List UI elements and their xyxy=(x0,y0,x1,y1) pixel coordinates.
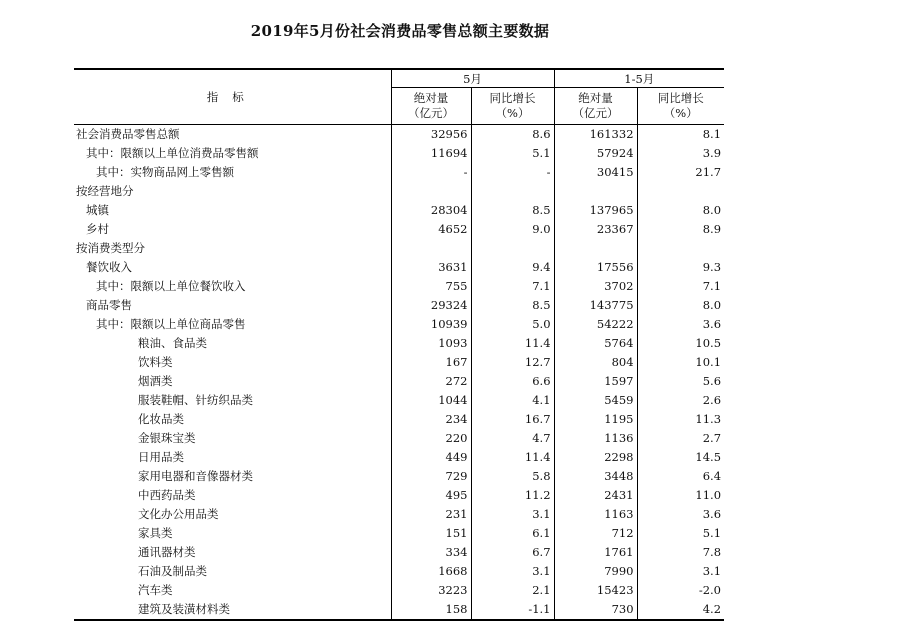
ytd-absolute-cell: 3448 xyxy=(554,467,637,486)
table-row xyxy=(74,182,724,201)
may-growth-cell: 12.7 xyxy=(471,353,554,372)
may-growth-cell: 11.2 xyxy=(471,486,554,505)
ytd-absolute-cell: 54222 xyxy=(554,315,637,334)
may-absolute-cell: 449 xyxy=(391,448,471,467)
may-absolute-cell: 29324 xyxy=(391,296,471,315)
ytd-growth-cell: 8.1 xyxy=(637,125,724,145)
absolute-label: 绝对量 xyxy=(578,91,613,105)
ytd-absolute-cell: 712 xyxy=(554,524,637,543)
ytd-absolute-cell: 5459 xyxy=(554,391,637,410)
may-growth-cell: 11.4 xyxy=(471,334,554,353)
ytd-absolute-cell: 1195 xyxy=(554,410,637,429)
period-jan-may-header: 1-5月 xyxy=(554,69,724,88)
may-growth-cell xyxy=(471,239,554,258)
ytd-growth-cell: 9.3 xyxy=(637,258,724,277)
may-growth-cell: 8.5 xyxy=(471,296,554,315)
ytd-absolute-cell: 23367 xyxy=(554,220,637,239)
table-row xyxy=(74,239,724,258)
table-row xyxy=(74,391,724,410)
ytd-growth-cell: 10.5 xyxy=(637,334,724,353)
may-absolute-cell: 1668 xyxy=(391,562,471,581)
table-row xyxy=(74,277,724,296)
indicator-header: 指标 xyxy=(74,69,391,125)
ytd-growth-cell: 3.1 xyxy=(637,562,724,581)
ytd-absolute-cell: 730 xyxy=(554,600,637,620)
ytd-growth-cell: 21.7 xyxy=(637,163,724,182)
period-may-header: 5月 xyxy=(391,69,554,88)
may-absolute-cell: 3223 xyxy=(391,581,471,600)
table-row xyxy=(74,600,724,620)
row-label: 汽车类 xyxy=(138,583,173,597)
growth-unit: （%） xyxy=(663,106,698,120)
ytd-growth-cell: 7.8 xyxy=(637,543,724,562)
ytd-growth-cell: 6.4 xyxy=(637,467,724,486)
may-growth-cell: 9.4 xyxy=(471,258,554,277)
ytd-growth-cell: 8.9 xyxy=(637,220,724,239)
may-absolute-cell: 11694 xyxy=(391,144,471,163)
ytd-absolute-cell: 57924 xyxy=(554,144,637,163)
may-absolute-cell: 167 xyxy=(391,353,471,372)
row-label: 服装鞋帽、针纺织品类 xyxy=(138,393,253,407)
row-label: 城镇 xyxy=(86,203,109,217)
table-row xyxy=(74,543,724,562)
table-row xyxy=(74,581,724,600)
table-row xyxy=(74,562,724,581)
growth-label: 同比增长 xyxy=(489,91,536,105)
may-growth-cell: 6.7 xyxy=(471,543,554,562)
growth-label: 同比增长 xyxy=(657,91,704,105)
may-growth-cell: 7.1 xyxy=(471,277,554,296)
may-growth-cell: 5.1 xyxy=(471,144,554,163)
may-absolute-cell: 495 xyxy=(391,486,471,505)
ytd-growth-cell: 2.6 xyxy=(637,391,724,410)
may-growth-cell: 2.1 xyxy=(471,581,554,600)
absolute-label: 绝对量 xyxy=(413,91,449,105)
ytd-growth-cell: 3.6 xyxy=(637,505,724,524)
row-label: 其中：实物商品网上零售额 xyxy=(96,165,234,179)
retail-sales-table xyxy=(74,68,724,621)
ytd-growth-cell: 7.1 xyxy=(637,277,724,296)
may-absolute-cell: 334 xyxy=(391,543,471,562)
ytd-absolute-cell: 7990 xyxy=(554,562,637,581)
may-absolute-header xyxy=(391,88,471,125)
may-absolute-cell: 220 xyxy=(391,429,471,448)
row-label: 社会消费品零售总额 xyxy=(76,127,180,141)
ytd-absolute-cell: 1597 xyxy=(554,372,637,391)
ytd-growth-cell: 11.3 xyxy=(637,410,724,429)
table-row xyxy=(74,144,724,163)
table-row xyxy=(74,448,724,467)
ytd-growth-cell: 14.5 xyxy=(637,448,724,467)
ytd-absolute-cell: 1761 xyxy=(554,543,637,562)
ytd-absolute-cell: 15423 xyxy=(554,581,637,600)
may-absolute-cell: 151 xyxy=(391,524,471,543)
row-label: 按消费类型分 xyxy=(76,241,145,255)
absolute-unit: （亿元） xyxy=(572,106,619,120)
table-row xyxy=(74,220,724,239)
may-growth-cell: 8.6 xyxy=(471,125,554,145)
may-growth-cell: 3.1 xyxy=(471,505,554,524)
may-absolute-cell: 28304 xyxy=(391,201,471,220)
row-label: 家用电器和音像器材类 xyxy=(138,469,253,483)
row-label: 饮料类 xyxy=(138,355,173,369)
ytd-growth-cell: 2.7 xyxy=(637,429,724,448)
ytd-growth-cell: 8.0 xyxy=(637,201,724,220)
row-label: 商品零售 xyxy=(86,298,132,312)
ytd-absolute-cell: 3702 xyxy=(554,277,637,296)
table-row xyxy=(74,505,724,524)
table-row xyxy=(74,353,724,372)
row-label: 中西药品类 xyxy=(138,488,196,502)
may-growth-cell: 11.4 xyxy=(471,448,554,467)
ytd-absolute-header xyxy=(554,88,637,125)
table-row xyxy=(74,467,724,486)
ytd-growth-cell xyxy=(637,182,724,201)
page-title: 2019年5月份社会消费品零售总额主要数据 xyxy=(250,22,550,40)
ytd-absolute-cell: 2298 xyxy=(554,448,637,467)
ytd-growth-cell: 5.6 xyxy=(637,372,724,391)
may-growth-cell: 9.0 xyxy=(471,220,554,239)
row-label: 金银珠宝类 xyxy=(138,431,196,445)
ytd-absolute-cell: 30415 xyxy=(554,163,637,182)
may-growth-cell: 8.5 xyxy=(471,201,554,220)
may-growth-cell: 6.1 xyxy=(471,524,554,543)
may-absolute-cell: 755 xyxy=(391,277,471,296)
may-growth-cell: 3.1 xyxy=(471,562,554,581)
ytd-absolute-cell: 2431 xyxy=(554,486,637,505)
row-label: 粮油、食品类 xyxy=(138,336,207,350)
table-row xyxy=(74,258,724,277)
may-absolute-cell: 234 xyxy=(391,410,471,429)
row-label: 乡村 xyxy=(86,222,109,236)
row-label: 其中：限额以上单位餐饮收入 xyxy=(96,279,246,293)
row-label: 其中：限额以上单位消费品零售额 xyxy=(86,146,259,160)
may-absolute-cell: 32956 xyxy=(391,125,471,145)
ytd-absolute-cell: 143775 xyxy=(554,296,637,315)
ytd-absolute-cell: 804 xyxy=(554,353,637,372)
may-growth-cell: 16.7 xyxy=(471,410,554,429)
may-absolute-cell xyxy=(391,182,471,201)
may-absolute-cell: 158 xyxy=(391,600,471,620)
row-label: 建筑及装潢材料类 xyxy=(74,600,391,620)
ytd-growth-cell xyxy=(637,239,724,258)
may-growth-cell: - xyxy=(471,163,554,182)
row-label: 化妆品类 xyxy=(138,412,184,426)
absolute-unit: （亿元） xyxy=(408,106,454,120)
may-absolute-cell: 1093 xyxy=(391,334,471,353)
row-label: 文化办公用品类 xyxy=(138,507,219,521)
row-label: 通讯器材类 xyxy=(138,545,196,559)
table-row xyxy=(74,524,724,543)
table-row xyxy=(74,429,724,448)
ytd-growth-cell: 3.6 xyxy=(637,315,724,334)
may-growth-header xyxy=(471,88,554,125)
may-growth-cell: 6.6 xyxy=(471,372,554,391)
may-growth-cell xyxy=(471,182,554,201)
ytd-absolute-cell: 5764 xyxy=(554,334,637,353)
ytd-growth-header xyxy=(637,88,724,125)
ytd-absolute-cell: 161332 xyxy=(554,125,637,145)
may-growth-cell: 4.1 xyxy=(471,391,554,410)
table-row xyxy=(74,410,724,429)
table-row xyxy=(74,334,724,353)
ytd-absolute-cell xyxy=(554,182,637,201)
table-row xyxy=(74,372,724,391)
ytd-growth-cell: 3.9 xyxy=(637,144,724,163)
may-absolute-cell: 3631 xyxy=(391,258,471,277)
ytd-absolute-cell: 1163 xyxy=(554,505,637,524)
may-growth-cell: 5.8 xyxy=(471,467,554,486)
ytd-absolute-cell xyxy=(554,239,637,258)
table-row xyxy=(74,201,724,220)
may-growth-cell: -1.1 xyxy=(471,600,554,620)
table-row xyxy=(74,296,724,315)
ytd-growth-cell: -2.0 xyxy=(637,581,724,600)
row-label: 家具类 xyxy=(138,526,173,540)
row-label: 按经营地分 xyxy=(76,184,134,198)
may-absolute-cell: 729 xyxy=(391,467,471,486)
may-absolute-cell: 231 xyxy=(391,505,471,524)
table-row xyxy=(74,163,724,182)
table-row xyxy=(74,315,724,334)
may-absolute-cell xyxy=(391,239,471,258)
ytd-growth-cell: 8.0 xyxy=(637,296,724,315)
may-absolute-cell: 10939 xyxy=(391,315,471,334)
row-label: 石油及制品类 xyxy=(138,564,207,578)
table-header xyxy=(74,69,724,125)
may-absolute-cell: - xyxy=(391,163,471,182)
ytd-growth-cell: 5.1 xyxy=(637,524,724,543)
may-growth-cell: 5.0 xyxy=(471,315,554,334)
table-body xyxy=(74,125,724,621)
ytd-absolute-cell: 1136 xyxy=(554,429,637,448)
ytd-growth-cell: 4.2 xyxy=(637,600,724,620)
may-growth-cell: 4.7 xyxy=(471,429,554,448)
row-label: 烟酒类 xyxy=(138,374,173,388)
ytd-growth-cell: 10.1 xyxy=(637,353,724,372)
ytd-absolute-cell: 137965 xyxy=(554,201,637,220)
table-row xyxy=(74,125,724,145)
table-row xyxy=(74,486,724,505)
row-label: 餐饮收入 xyxy=(86,260,132,274)
ytd-absolute-cell: 17556 xyxy=(554,258,637,277)
may-absolute-cell: 4652 xyxy=(391,220,471,239)
row-label: 其中：限额以上单位商品零售 xyxy=(96,317,246,331)
row-label: 日用品类 xyxy=(138,450,184,464)
may-absolute-cell: 272 xyxy=(391,372,471,391)
may-absolute-cell: 1044 xyxy=(391,391,471,410)
growth-unit: （%） xyxy=(495,106,530,120)
ytd-growth-cell: 11.0 xyxy=(637,486,724,505)
